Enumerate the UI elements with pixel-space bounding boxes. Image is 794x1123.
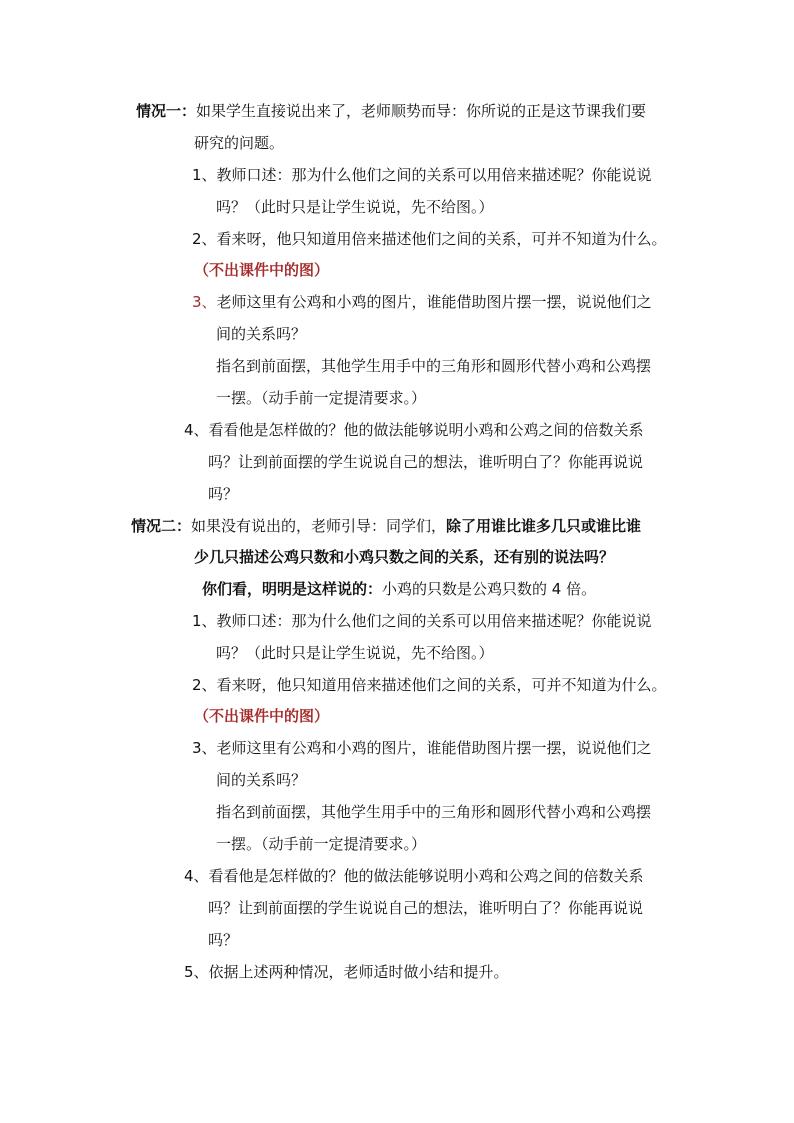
- case1-item3-line4: 一摆。（动手前一定提清要求。）: [216, 389, 427, 407]
- case2-item1-line2: 吗？（此时只是让学生说说，先不给图。）: [216, 644, 494, 662]
- case2-item2-number: 2、: [192, 676, 217, 694]
- case2-label: 情况二：: [131, 517, 192, 535]
- case2-item4-line2: 吗？让到前面摆的学生说说自己的想法，谁听明白了？你能再说说: [208, 899, 644, 917]
- case2-item3-line3: 指名到前面摆，其他学生用手中的三角形和圆形代替小鸡和公鸡摆: [216, 803, 652, 821]
- case2-item4-line1: [184, 866, 644, 886]
- case2-note: （不出课件中的图）: [194, 707, 330, 725]
- case2-item4-line3: 吗？: [208, 931, 239, 949]
- case1-label: 情况一：: [136, 102, 197, 120]
- case2-item2-text1: 看来呀，他只知道用倍来描述他们之间的关系，可并不知道为什么。: [216, 676, 667, 694]
- case2-intro-line1: [131, 516, 641, 536]
- case1-item1-line2: 吗？（此时只是让学生说说，先不给图。）: [216, 198, 494, 216]
- case2-item3-number: 3、: [192, 739, 217, 757]
- case1-item4-text1: 看看他是怎样做的？他的做法能够说明小鸡和公鸡之间的倍数关系: [208, 421, 644, 439]
- case2-item3-text1: 老师这里有公鸡和小鸡的图片，谁能借助图片摆一摆，说说他们之: [216, 739, 652, 757]
- case1-item2-number: 2、: [192, 230, 217, 248]
- case1-item3-line2: 间的关系吗？: [216, 325, 307, 343]
- case2-item5-text1: 依据上述两种情况，老师适时做小结和提升。: [208, 963, 509, 981]
- case2-item4-number: 4、: [184, 867, 209, 885]
- case2-item3-line4: 一摆。（动手前一定提清要求。）: [216, 835, 427, 853]
- case2-item1-line1: [192, 611, 652, 631]
- case1-intro-line2: 研究的问题。: [194, 134, 285, 152]
- case1-item1-line1: [192, 165, 652, 185]
- case1-item4-number: 4、: [184, 421, 209, 439]
- case1-item3-text1: 老师这里有公鸡和小鸡的图片，谁能借助图片摆一摆，说说他们之: [216, 293, 652, 311]
- case1-intro-line1: [136, 101, 646, 121]
- case2-intro-text3b: 小鸡的只数是公鸡只数的 4 倍。: [382, 580, 597, 598]
- case1-item3-line3: 指名到前面摆，其他学生用手中的三角形和圆形代替小鸡和公鸡摆: [216, 357, 652, 375]
- case2-item5-number: 5、: [184, 963, 209, 981]
- case2-intro-text1b: 除了用谁比谁多几只或谁比谁: [446, 517, 642, 535]
- case1-item4-line3: 吗？: [208, 485, 239, 503]
- case1-item3-line1: [192, 292, 652, 312]
- case2-item3-line2: 间的关系吗？: [216, 771, 307, 789]
- case2-intro-text1a: 如果没有说出的，老师引导：同学们，: [191, 517, 447, 535]
- case1-item3-number: 3、: [192, 293, 217, 311]
- case1-item4-line1: [184, 420, 644, 440]
- case1-item2-text1: 看来呀，他只知道用倍来描述他们之间的关系，可并不知道为什么。: [216, 230, 667, 248]
- case2-intro-text3a: 你们看，明明是这样说的：: [202, 580, 383, 598]
- case2-item4-text1: 看看他是怎样做的？他的做法能够说明小鸡和公鸡之间的倍数关系: [208, 867, 644, 885]
- case2-intro-line3: [202, 579, 596, 599]
- case2-intro-line2: 少几只描述公鸡只数和小鸡只数之间的关系，还有别的说法吗？: [194, 548, 615, 566]
- case1-item2-line1: [192, 229, 667, 249]
- case2-item1-text1: 教师口述：那为什么他们之间的关系可以用倍来描述呢？你能说说: [216, 612, 652, 630]
- case1-item1-text1: 教师口述：那为什么他们之间的关系可以用倍来描述呢？你能说说: [216, 166, 652, 184]
- case2-item2-line1: [192, 675, 667, 695]
- case2-item5-line1: [184, 962, 509, 982]
- case1-note: （不出课件中的图）: [194, 261, 330, 279]
- case1-item1-number: 1、: [192, 166, 217, 184]
- case1-item4-line2: 吗？让到前面摆的学生说说自己的想法，谁听明白了？你能再说说: [208, 453, 644, 471]
- case2-item3-line1: [192, 738, 652, 758]
- case2-item1-number: 1、: [192, 612, 217, 630]
- case1-intro-text1: 如果学生直接说出来了，老师顺势而导：你所说的正是这节课我们要: [196, 102, 647, 120]
